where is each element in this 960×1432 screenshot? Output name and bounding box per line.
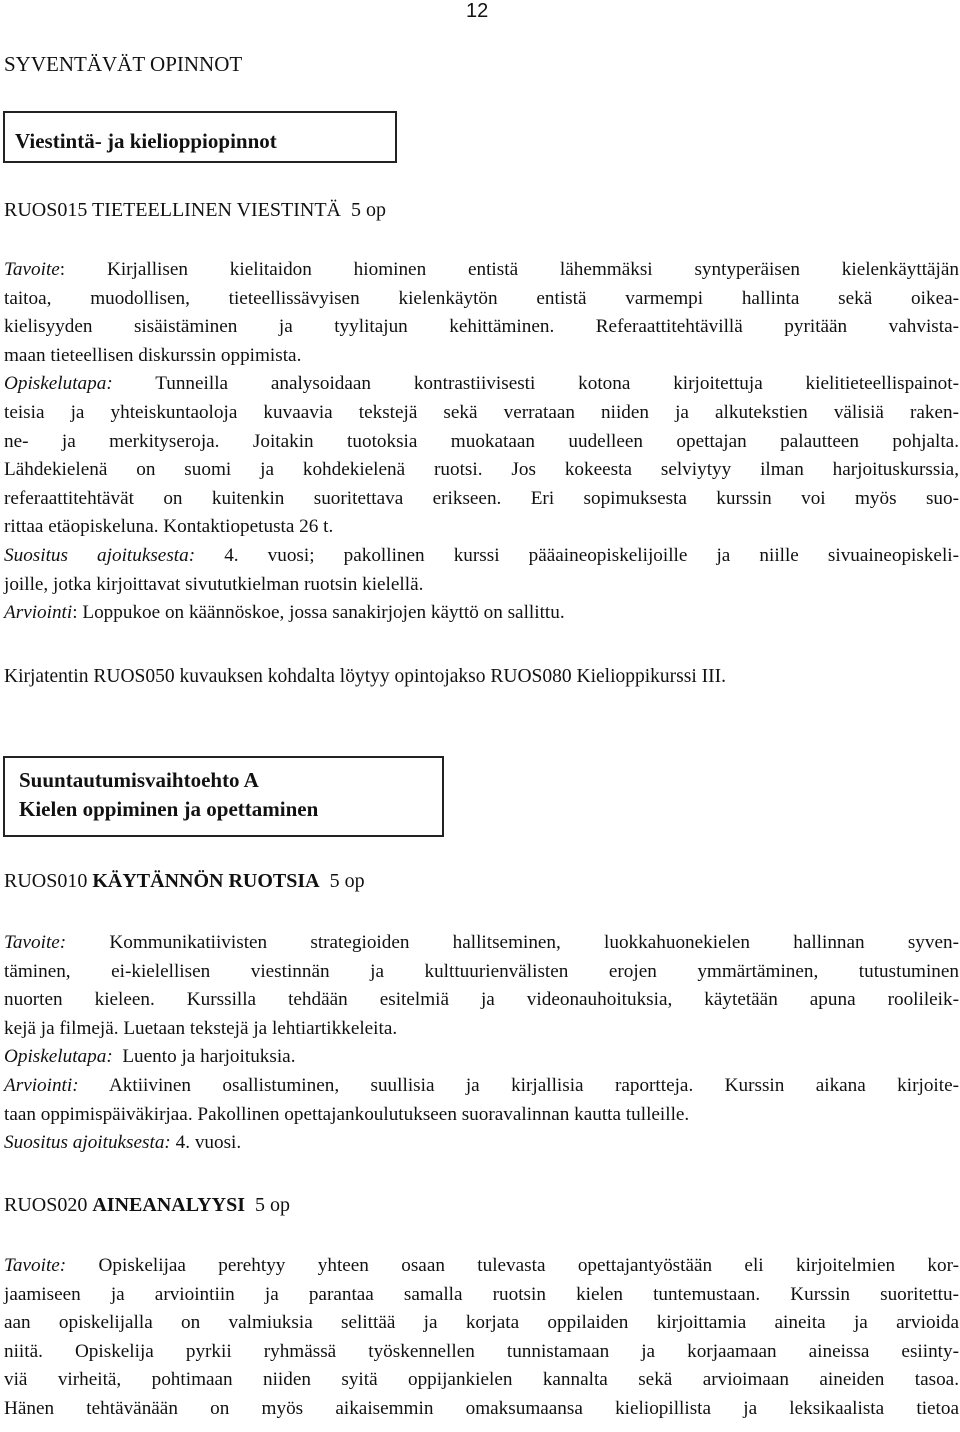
text-line <box>4 1043 959 1072</box>
field-label: Tavoite: <box>4 932 67 953</box>
field-separator <box>79 1075 109 1096</box>
line-text: joille, jotka kirjoittavat sivututkielman ruotsin kielellä. <box>4 573 424 595</box>
text-line <box>4 456 959 485</box>
text-line <box>4 1015 959 1044</box>
text-line <box>4 256 959 285</box>
line-text: kejä ja filmejä. Luetaan tekstejä ja lehtiartikkeleita. <box>4 1017 398 1039</box>
section-box-viestinta <box>3 111 397 163</box>
course-name: AINEANALYYSI <box>92 1194 245 1216</box>
line-text: rittaa etäopiskeluna. Kontaktiopetusta 26 t. <box>4 516 334 538</box>
line-text: Kommunikatiivisten strategioiden hallitseminen, luokkahuonekielen hallinnan syven- <box>109 932 959 953</box>
field-label: Tavoite: <box>4 1255 67 1276</box>
text-line <box>4 571 959 600</box>
field-separator <box>66 1255 98 1276</box>
page-number: 12 <box>466 0 489 22</box>
line-text: viä virheitä, pohtimaan niiden syitä oppijankielen kannalta sekä arvioimaan aineiden tasoa. <box>4 1369 959 1391</box>
line-text: Tunneilla analysoidaan kontrastiivisesti kotona kirjoitettuja kielitieteellispainot- <box>155 373 959 395</box>
text-line <box>4 513 959 542</box>
line-text: niitä. Opiskelija pyrkii ryhmässä työskennellen tunnistamaan ja korjaamaan aineissa esiinty- <box>4 1340 959 1362</box>
field-separator <box>113 1046 123 1067</box>
course-title-ruos010 <box>4 870 365 893</box>
line-text: Opiskelijaa perehtyy yhteen osaan tulevasta opettajantyöstään eli kirjoitelmien kor- <box>98 1255 960 1276</box>
line-text: Luento ja harjoituksia. <box>122 1046 296 1068</box>
line-text: ne- ja merkityseroja. Joitakin tuotoksia muokataan uudelleen opettajan palautteen pohjalta. <box>4 430 959 452</box>
line-text: maan tieteellisen diskurssin oppimista. <box>4 344 302 366</box>
field-separator <box>66 932 109 953</box>
text-line <box>4 1281 959 1310</box>
line-text: aan opiskelijalla on valmiuksia selittää ja korjata oppilaiden kirjoittamia aineita ja arvioida <box>4 1312 959 1334</box>
text-line <box>4 428 959 457</box>
text-line <box>4 1366 959 1395</box>
line-text: 4. vuosi. <box>175 1132 242 1154</box>
text-line <box>4 370 959 399</box>
field-label: Tavoite <box>4 259 60 280</box>
line-text: Aktiivinen osallistuminen, suullisia ja kirjallisia raportteja. Kurssin aikana kirjoite- <box>108 1074 959 1096</box>
field-label: Opiskelutapa: <box>4 1046 113 1068</box>
field-separator: : <box>59 259 107 280</box>
text-line <box>4 1338 959 1367</box>
field-separator <box>113 373 155 394</box>
course-name: TIETEELLINEN VIESTINTÄ <box>92 199 342 221</box>
line-text: jaamiseen ja arviointiin ja parantaa samalla ruotsin kielen tuntemustaan. Kurssin suoritettu- <box>4 1283 959 1305</box>
field-label: Suositus ajoituksesta: <box>4 1132 171 1154</box>
section-box-title: Viestintä- ja kielioppiopinnot <box>15 129 277 153</box>
field-separator: : <box>72 602 83 624</box>
note-text: Kirjatentin RUOS050 kuvauksen kohdalta löytyy opintojakso RUOS080 Kielioppikurssi III. <box>4 666 726 687</box>
course-title-ruos015 <box>4 199 386 222</box>
field-label: Arviointi: <box>4 1074 79 1096</box>
line-text: taitoa, muodollisen, tieteellissävyisen kielenkäytön entistä varmempi hallinta sekä oikea- <box>4 287 959 309</box>
text-line <box>4 599 959 628</box>
line-text: Loppukoe on käännöskoe, jossa sanakirjojen käyttö on sallittu. <box>82 602 565 624</box>
text-line <box>4 285 959 314</box>
line-text: referaattitehtävät on kuitenkin suoritettava erikseen. Eri sopimuksesta kurssin voi myös suo- <box>4 487 959 509</box>
text-line <box>4 342 959 371</box>
course-credits: 5 op <box>351 199 387 221</box>
text-line <box>4 542 959 571</box>
course-description-ruos020 <box>4 1252 959 1424</box>
course-credits: 5 op <box>255 1194 290 1216</box>
line-text: 4. vuosi; pakollinen kurssi pääaineopiskelijoille ja niille sivuaineopiskeli- <box>224 544 959 566</box>
text-line <box>4 1072 959 1101</box>
course-code: RUOS010 <box>4 870 88 892</box>
text-line <box>4 313 959 342</box>
field-label: Suositus ajoituksesta: <box>4 544 196 566</box>
text-line <box>4 986 959 1015</box>
line-text: teisia ja yhteiskuntaoloja kuvaavia tekstejä sekä verrataan niiden ja alkutekstien välisiä raken- <box>4 401 959 423</box>
course-name: KÄYTÄNNÖN RUOTSIA <box>92 870 320 892</box>
line-text: täminen, ei-kielellisen viestinnän ja kulttuurienvälisten erojen ymmärtäminen, tutustuminen <box>4 960 959 982</box>
text-line <box>4 1101 959 1130</box>
section-box-line-2: Kielen oppiminen ja opettaminen <box>19 797 319 821</box>
text-line <box>4 958 959 987</box>
text-line <box>4 1129 959 1158</box>
field-label: Arviointi <box>4 602 73 624</box>
line-text: kielisyyden sisäistäminen ja tyylitajun kehittäminen. Referaattitehtävillä pyritään vahvista- <box>4 316 959 338</box>
section-box-suuntautumisvaihtoehto <box>3 756 444 837</box>
line-text: taan oppimispäiväkirjaa. Pakollinen opettajankoulutukseen suoravalinnan kautta tulleille. <box>4 1103 690 1125</box>
field-label: Opiskelutapa: <box>4 373 113 395</box>
course-credits: 5 op <box>329 870 365 892</box>
course-description-ruos015 <box>4 256 959 628</box>
course-code: RUOS020 <box>4 1194 88 1216</box>
text-line <box>4 1395 959 1424</box>
text-line <box>4 929 959 958</box>
line-text: Hänen tehtävänään on myös aikaisemmin omaksumaansa kieliopillista ja leksikaalista tietoa <box>4 1397 959 1419</box>
line-text: Kirjallisen kielitaidon hiominen entistä lähemmäksi syntyperäisen kielenkäyttäjän <box>106 259 959 280</box>
course-title-ruos020 <box>4 1194 290 1217</box>
text-line <box>4 1309 959 1338</box>
section-heading: SYVENTÄVÄT OPINNOT <box>4 52 243 76</box>
text-line <box>4 1252 959 1281</box>
course-description-ruos010 <box>4 929 959 1158</box>
field-separator <box>195 545 224 566</box>
text-line <box>4 485 959 514</box>
line-text: nuorten kieleen. Kurssilla tehdään esitelmiä ja videonauhoituksia, käytetään apuna roolileik- <box>4 989 959 1011</box>
course-code: RUOS015 <box>4 199 88 221</box>
text-line <box>4 399 959 428</box>
section-box-line-1: Suuntautumisvaihtoehto A <box>19 768 259 792</box>
line-text: Lähdekielenä on suomi ja kohdekielenä ruotsi. Jos kokeesta selviytyy ilman harjoituskurssia, <box>4 459 959 481</box>
